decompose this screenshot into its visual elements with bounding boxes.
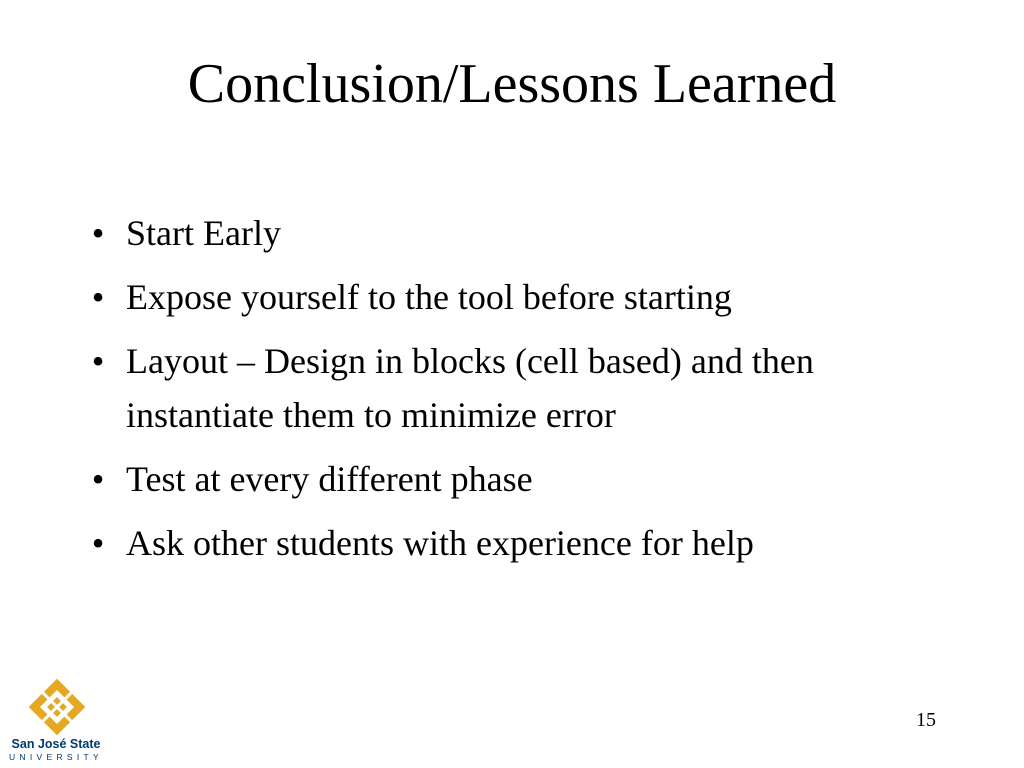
bullet-text: Start Early bbox=[126, 213, 281, 253]
university-logo bbox=[6, 678, 106, 764]
bullet-icon: • bbox=[91, 459, 105, 499]
sjsu-logo-icon bbox=[28, 678, 86, 736]
bullet-item bbox=[86, 206, 946, 260]
bullet-item bbox=[86, 516, 946, 570]
bullet-icon: • bbox=[91, 341, 105, 381]
logo-subtitle: UNIVERSITY bbox=[8, 752, 103, 762]
bullet-text: Test at every different phase bbox=[126, 459, 533, 499]
bullet-list bbox=[86, 206, 946, 580]
bullet-text: Expose yourself to the tool before starting bbox=[126, 277, 732, 317]
bullet-item bbox=[86, 452, 946, 506]
logo-name: San José State bbox=[11, 737, 101, 751]
bullet-text: Ask other students with experience for help bbox=[126, 523, 754, 563]
bullet-icon: • bbox=[91, 523, 105, 563]
bullet-icon: • bbox=[91, 213, 105, 253]
bullet-icon: • bbox=[91, 277, 105, 317]
bullet-text: Layout – Design in blocks (cell based) and then instantiate them to minimize error bbox=[126, 341, 814, 435]
page-number: 15 bbox=[916, 709, 936, 731]
bullet-item bbox=[86, 334, 946, 442]
slide-title: Conclusion/Lessons Learned bbox=[187, 53, 837, 115]
bullet-item bbox=[86, 270, 946, 324]
